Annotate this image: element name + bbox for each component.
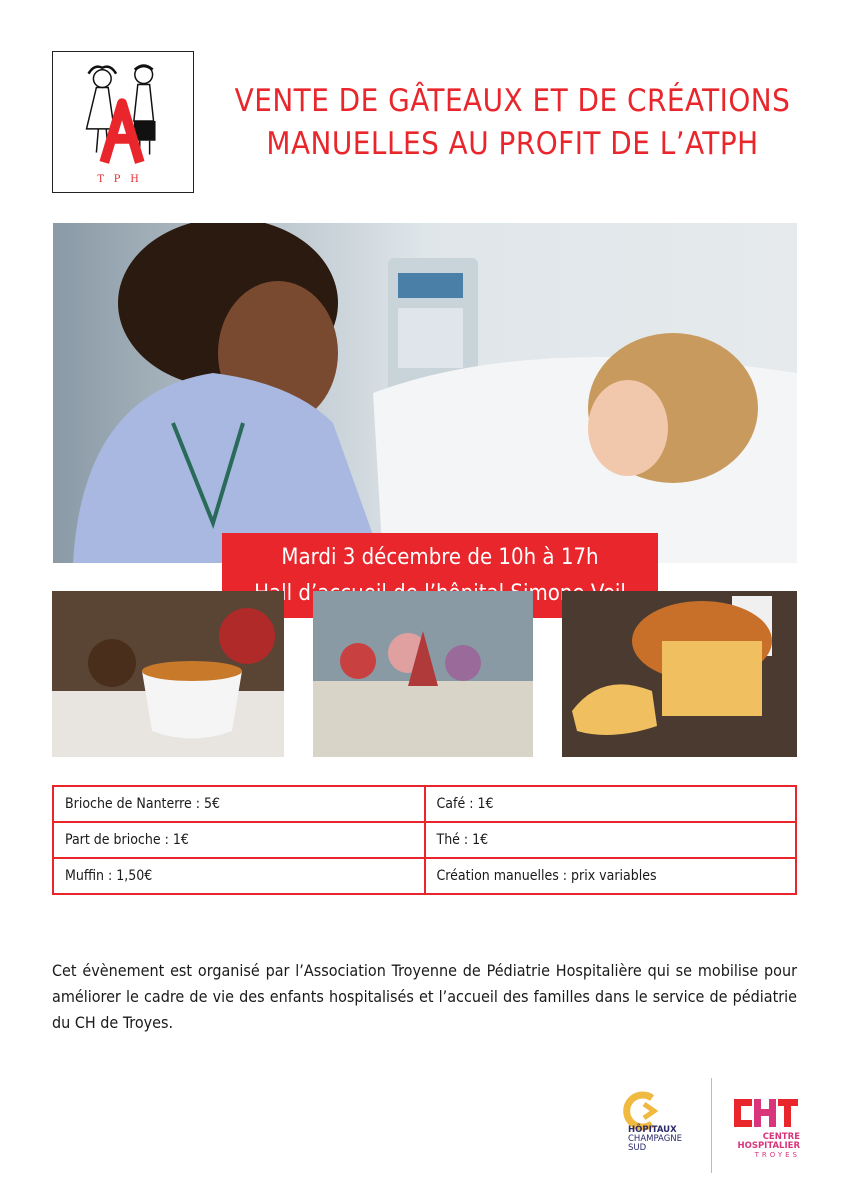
title-line-2: MANUELLES AU PROFIT DE L’ATPH: [266, 126, 759, 162]
price-cell: Création manuelles : prix variables: [425, 858, 797, 894]
event-description: Cet évènement est organisé par l’Association Troyenne de Pédiatrie Hospitalière qui se mobilise pour améliorer le cadre de vie des enfants hospitalisés et l’accueil des familles dans le service de pédiatrie du CH de Troyes.: [52, 961, 797, 1032]
footer-divider: [711, 1078, 712, 1173]
atph-logo: [52, 51, 194, 193]
brioche-photo: [562, 591, 797, 757]
price-table: [52, 785, 797, 895]
table-row: [53, 822, 796, 858]
hero-photo: [53, 223, 797, 563]
table-row: [53, 858, 796, 894]
price-cell: Café : 1€: [425, 786, 797, 822]
table-row: [53, 786, 796, 822]
price-cell: Muffin : 1,50€: [53, 858, 425, 894]
title-line-1: VENTE DE GÂTEAUX ET DE CRÉATIONS: [234, 83, 791, 119]
banner-date: Mardi 3 décembre de 10h à 17h: [281, 545, 599, 570]
cht-logo-mark: [732, 1095, 800, 1131]
banner-location: Simone: [510, 581, 585, 606]
tea-photo: [52, 591, 284, 757]
price-cell: Part de brioche : 1€: [53, 822, 425, 858]
price-cell: Brioche de Nanterre : 5€: [53, 786, 425, 822]
price-cell: Thé : 1€: [425, 822, 797, 858]
crafts-photo: [313, 591, 533, 757]
page-title: [215, 80, 810, 166]
centre-hospitalier-troyes-text: CENTRE HOSPITALIER TROYES: [737, 1132, 800, 1159]
logo-text: TPH: [97, 174, 149, 186]
hopitaux-champagne-sud-text: HÔPITAUX CHAMPAGNE SUD: [628, 1125, 683, 1153]
